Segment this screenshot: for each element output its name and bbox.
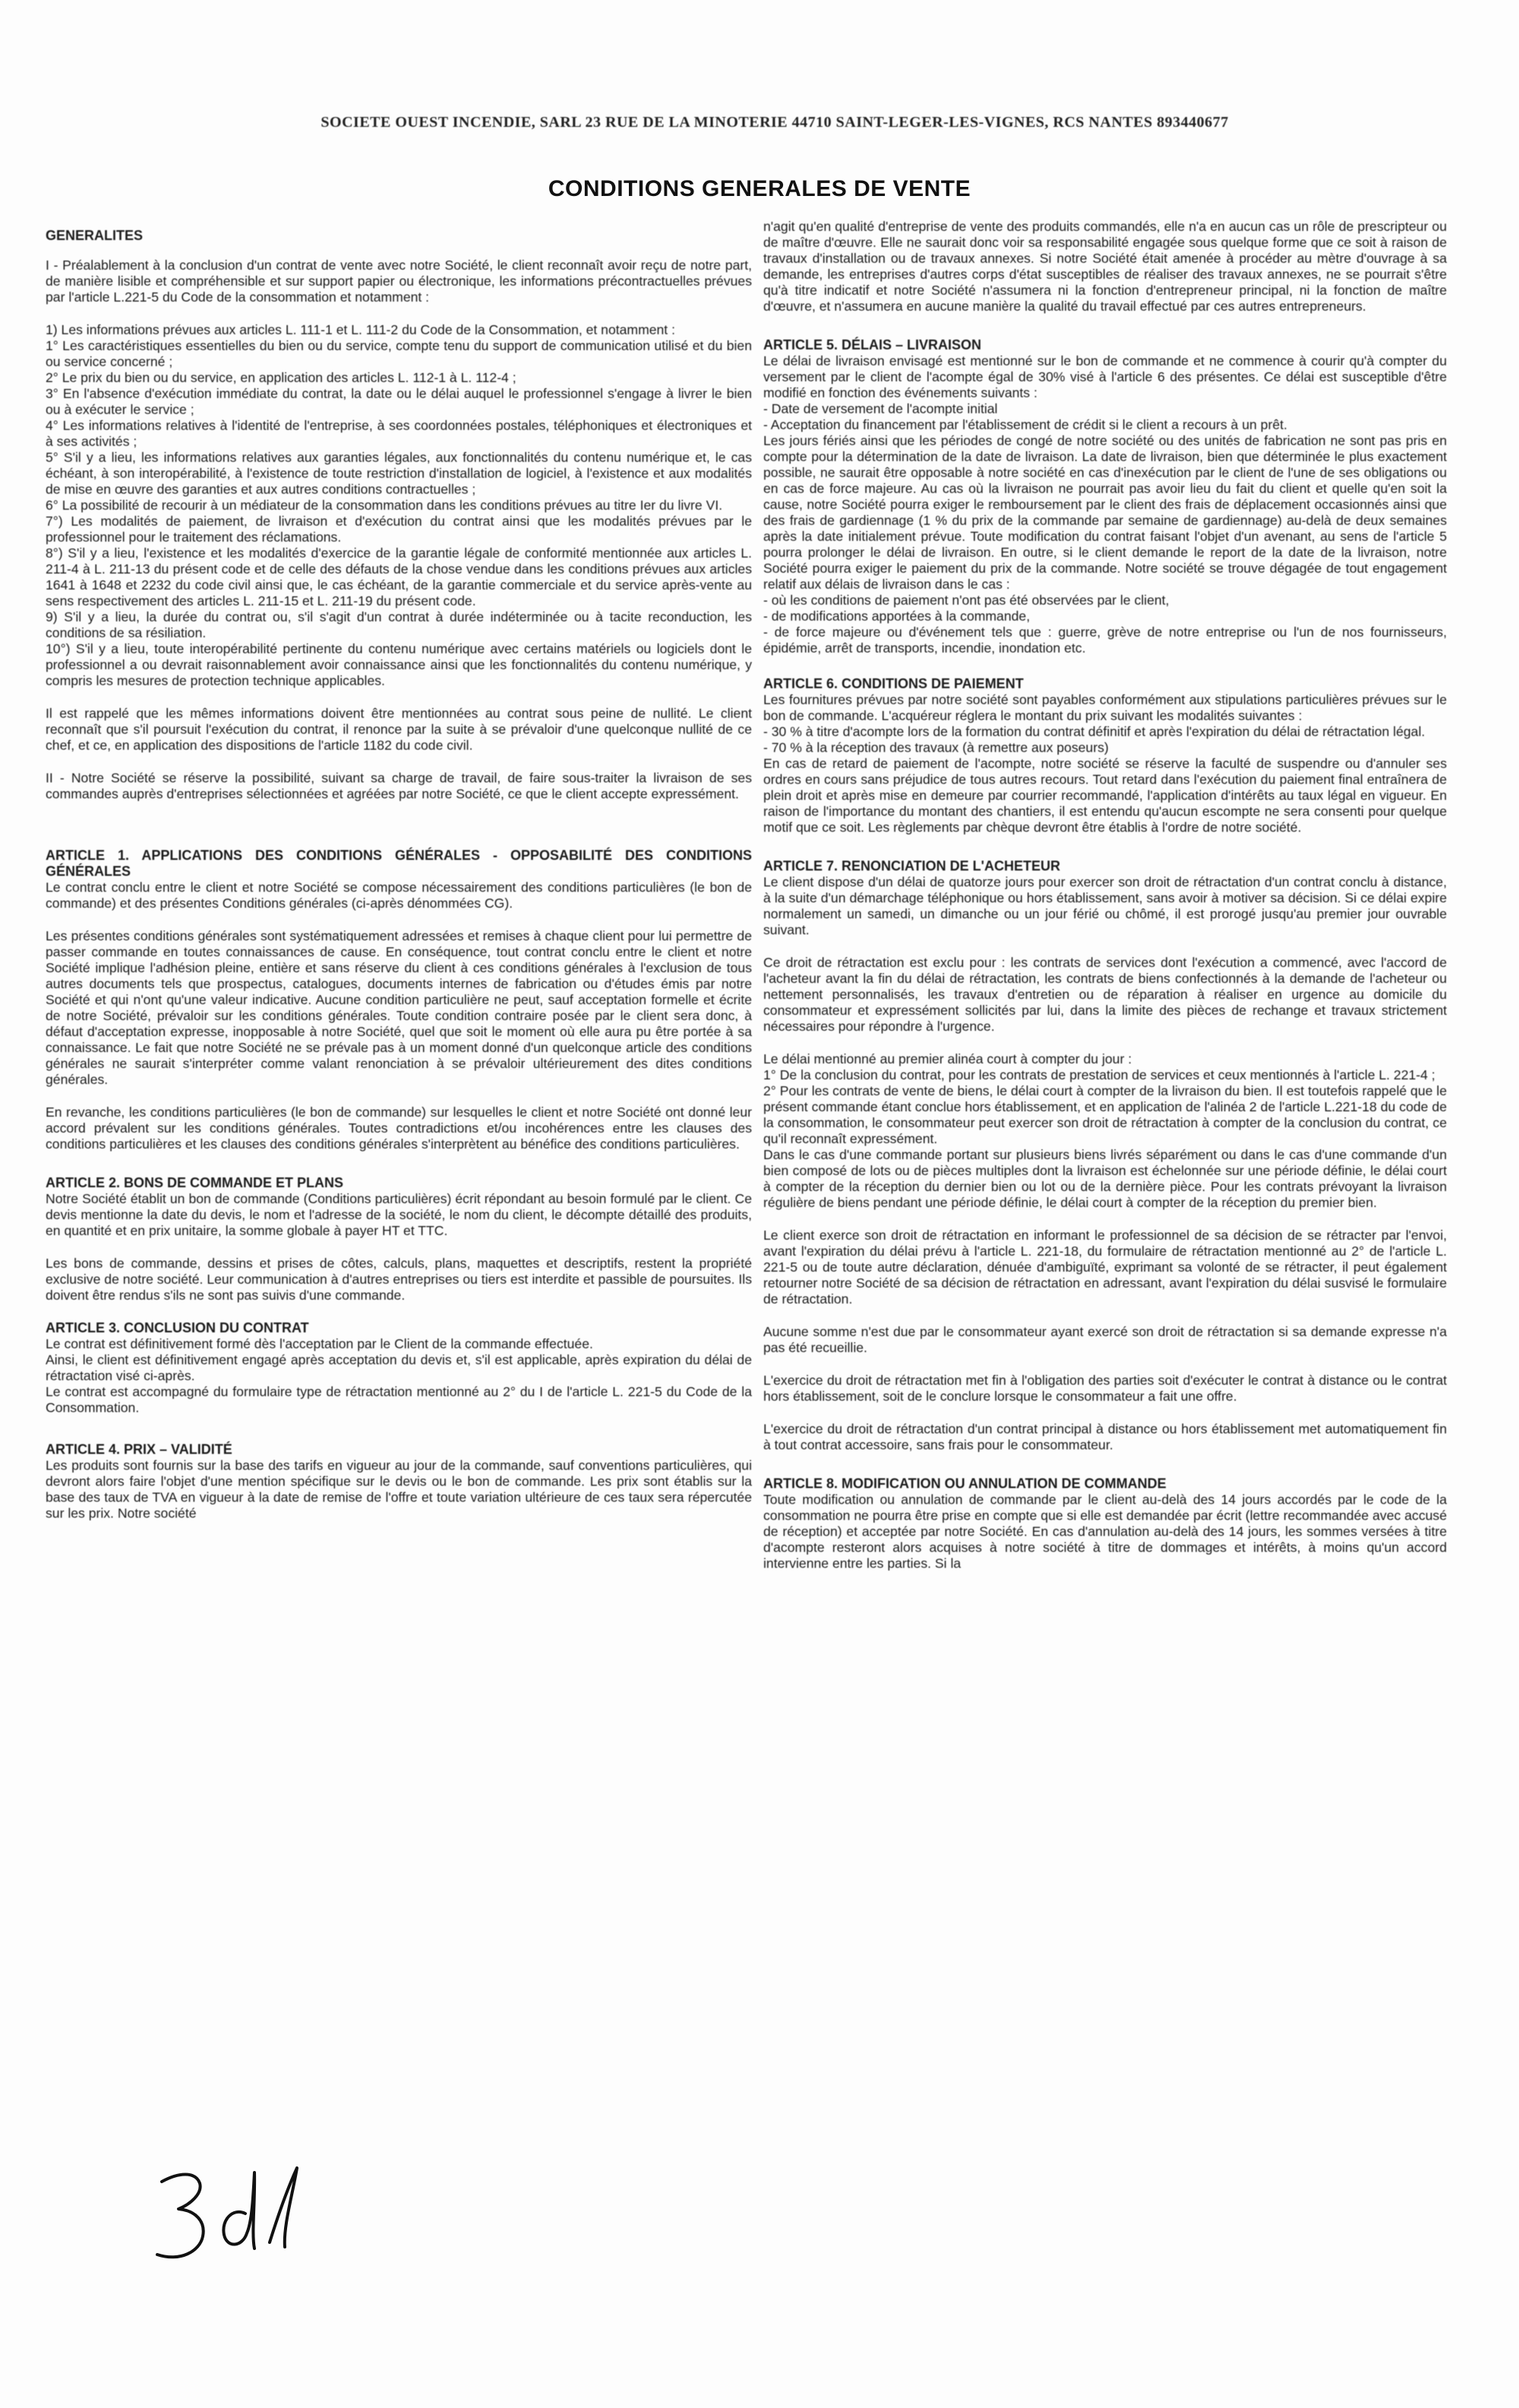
section-title-article-4: ARTICLE 4. PRIX – VALIDITÉ: [46, 1442, 232, 1457]
section-title-article-6: ARTICLE 6. CONDITIONS DE PAIEMENT: [763, 676, 1024, 691]
paragraph: Les présentes conditions générales sont systématiquement adressées et remises à chaque client pour lui permettre de passer commande en toutes connaissances de cause. En conséquence, tout contrat conclu entre le client et notre Société implique l'adhésion pleine, entière et sans réserve du client à ces conditions générales à l'exclusion de tous autres documents tels que prospectus, catalogues, documents internes de fabrication ou d'études émis par notre Société et qui n'ont qu'une valeur indicative. Aucune condition particulière ne peut, sauf acceptation formelle et écrite de notre Société, prévaloir sur les conditions générales. Toute condition contraire posée par le client sera donc, à défaut d'acceptation expresse, inopposable à notre Société, quel que soit le moment où elle aura pu être portée à sa connaissance. Le fait que notre Société ne se prévale pas à un moment donné d'un quelconque article des conditions générales ne saurait s'interpréter comme valant renonciation à se prévaloir ultérieurement des dites conditions générales.: [46, 928, 752, 1087]
paragraph: Les fournitures prévues par notre société sont payables conformément aux stipulations particulières prévues sur le bon de commande. L'acquéreur réglera le montant du prix suivant les modalités suivantes : - 30 % à titre d'acompte lors de la formation du contrat définitif et après l'expiration du délai de rétractation légal. - 70 % à la réception des travaux (à remettre aux poseurs) En cas de retard de paiement de l'acompte, notre société se réserve la faculté de suspendre ou d'annuler ses ordres en cours sans préjudice de tous autres recours. Tout retard dans l'exécution du paiement final entraînera de plein droit et après mise en demeure par courrier recommandé, l'application d'intérêts au taux légal en vigueur. En raison de l'importance du montant des chantiers, il est entendu qu'aucun escompte ne sera consenti pour quelque motif que ce soit. Les règlements par chèque devront être établis à l'ordre de notre société.: [763, 692, 1447, 835]
document-title: CONDITIONS GENERALES DE VENTE: [548, 176, 971, 201]
handwritten-initials: [148, 2157, 330, 2298]
company-header: SOCIETE OUEST INCENDIE, SARL 23 RUE DE LA MINOTERIE 44710 SAINT-LEGER-LES-VIGNES, RCS NANTES 893440677: [321, 114, 1229, 131]
paragraph: Le délai de livraison envisagé est mentionné sur le bon de commande et ne commence à courir qu'à compter du versement par le client de l'acompte égal de 30% visé à l'article 6 des présentes. Ce délai est susceptible d'être modifié en fonction des événements suivants : - Date de versement de l'acompte initial - Acceptation du financement par l'établissement de crédit si le client a recours à un prêt. Les jours fériés ainsi que les périodes de congé de notre société ou des unités de fabrication ne sont pas pris en compte pour la détermination de la date de livraison. La date de livraison, bien que déterminée le plus exactement possible, ne saurait être opposable à notre société en cas d'inexécution par le client de l'une de ses obligations ou en cas de force majeure. Au cas où la livraison ne pourrait pas avoir lieu du fait du client et quelle qu'en soit la cause, notre Société pourra exiger le remboursement par le client des frais de déplacement occasionnés ainsi que des frais de gardiennage (1 % du prix de la commande par semaine de gardiennage) au-delà de deux semaines après la date initialement prévue. Toute modification du contrat faisant l'objet d'un avenant, au sens de l'article 5 pourra prolonger le délai de livraison. En outre, si le client demande le report de la date de la livraison, notre Société pourra exiger le paiement du prix de la commande. Notre société se trouve dégagée de tout engagement relatif aux délais de livraison dans le cas : - où les conditions de paiement n'ont pas été observées par le client, - de modifications apportées à la commande, - de force majeure ou d'événement tels que : guerre, grève de notre entreprise ou l'un de nos fournisseurs, épidémie, arrêt de transports, incendie, inondation etc.: [763, 353, 1447, 656]
paragraph: Les produits sont fournis sur la base des tarifs en vigueur au jour de la commande, sauf conventions particulières, qui devront alors faire l'objet d'une mention spécifique sur le devis ou le bon de commande. Les prix sont établis sur la base des taux de TVA en vigueur à la date de remise de l'offre et toute variation ultérieure de ces taux sera répercutée sur les prix. Notre société: [46, 1458, 752, 1521]
paragraph: Toute modification ou annulation de commande par le client au-delà des 14 jours accordés par le code de la consommation ne pourra être prise en compte que si elle est demandée par écrit (lettre recommandée avec accusé de réception) et acceptée par notre Société. En cas d'annulation au-delà des 14 jours, les sommes versées à titre d'acompte resteront alors acquises à notre société à titre de dommages et intérêts, à moins qu'un accord intervienne entre les parties. Si la: [763, 1492, 1447, 1571]
paragraph: I - Préalablement à la conclusion d'un contrat de vente avec notre Société, le client reconnaît avoir reçu de notre part, de manière lisible et compréhensible et sur support papier ou électronique, les informations précontractuelles prévues par l'article L.221-5 du Code de la consommation et notamment :: [46, 258, 752, 305]
paragraph: Il est rappelé que les mêmes informations doivent être mentionnées au contrat sous peine de nullité. Le client reconnaît que s'il poursuit l'exécution du contrat, il renonce par la suite à se prévaloir d'une quelconque nullité de ce chef, et ce, en application des dispositions de l'article 1182 du code civil.: [46, 706, 752, 753]
section-title-article-1: ARTICLE 1. APPLICATIONS DES CONDITIONS GÉNÉRALES - OPPOSABILITÉ DES CONDITIONS GÉNÉRALES: [46, 848, 752, 879]
paragraph: Le contrat est définitivement formé dès l'acceptation par le Client de la commande effectuée. Ainsi, le client est définitivement engagé après acceptation du devis et, s'il est applicable, après expiration du délai de rétractation visé ci-après. Le contrat est accompagné du formulaire type de rétractation mentionné au 2° du I de l'article L. 221-5 du Code de la Consommation.: [46, 1336, 752, 1415]
right-column: [763, 219, 1447, 1572]
section-title-generalites: GENERALITES: [46, 228, 144, 243]
paragraph: Aucune somme n'est due par le consommateur ayant exercé son droit de rétractation si sa demande expresse n'a pas été recueillie.: [763, 1324, 1447, 1355]
paragraph: Ce droit de rétractation est exclu pour : les contrats de services dont l'exécution a commencé, avec l'accord de l'acheteur avant la fin du délai de rétractation, les contrats de biens confectionnés à la demande de l'acheteur ou nettement personnalisés, les travaux d'entretien ou de réparation à réaliser en urgence au domicile du consommateur et expressément sollicités par lui, dans la limite des pièces de rechange et travaux strictement nécessaires pour répondre à l'urgence.: [763, 955, 1447, 1034]
paragraph: Les bons de commande, dessins et prises de côtes, calculs, plans, maquettes et descriptifs, restent la propriété exclusive de notre société. Leur communication à d'autres entreprises ou tiers est interdite et passible de poursuites. Ils doivent être rendus s'ils ne sont pas suivis d'une commande.: [46, 1256, 752, 1303]
paragraph: Le contrat conclu entre le client et notre Société se compose nécessairement des conditions particulières (le bon de commande) et des présentes Conditions générales (ci-après dénommées CG).: [46, 880, 752, 911]
section-title-article-8: ARTICLE 8. MODIFICATION OU ANNULATION DE COMMANDE: [763, 1476, 1167, 1491]
paragraph: L'exercice du droit de rétractation d'un contrat principal à distance ou hors établissement met automatiquement fin à tout contrat accessoire, sans frais pour le consommateur.: [763, 1421, 1447, 1452]
paragraph: Le délai mentionné au premier alinéa court à compter du jour : 1° De la conclusion du contrat, pour les contrats de prestation de services et ceux mentionnés à l'article L. 221-4 ; 2° Pour les contrats de vente de biens, le délai court à compter de la livraison du bien. Il est toutefois rappelé que le présent commande étant conclue hors établissement, et en application de l'alinéa 2 de l'article L.221-18 du code de la consommation, le consommateur peut exercer son droit de rétractation à compter de la conclusion du contrat, ce qu'il reconnaît expressément. Dans le cas d'une commande portant sur plusieurs biens livrés séparément ou dans le cas d'une commande d'un bien composé de lots ou de pièces multiples dont la livraison est échelonnée sur une période définie, le délai court à compter de la réception du dernier bien ou lot ou de la dernière pièce. Pour les contrats prévoyant la livraison régulière de biens pendant une période définie, le délai court à compter de la réception du premier bien.: [763, 1051, 1447, 1210]
section-title-article-3: ARTICLE 3. CONCLUSION DU CONTRAT: [46, 1320, 309, 1335]
paragraph: n'agit qu'en qualité d'entreprise de vente des produits commandés, elle n'a en aucun cas un rôle de prescripteur ou de maître d'œuvre. Elle ne saurait donc voir sa responsabilité engagée sous quelque forme que ce soit à raison de travaux d'installation ou de travaux annexes. Si notre Société était amenée à procéder au mètre d'ouvrage à sa demande, les entreprises d'autres corps d'état susceptibles de réaliser des travaux annexes, ne se pourrait s'être qu'à titre indicatif et notre Société n'assumera ni la fonction d'entrepreneur principal, ni la fonction de maître d'œuvre, et n'assumera en aucune manière la qualité du travail effectué par ces autres entrepreneurs.: [763, 219, 1447, 314]
section-title-article-5: ARTICLE 5. DÉLAIS – LIVRAISON: [763, 337, 982, 352]
section-title-article-7: ARTICLE 7. RENONCIATION DE L'ACHETEUR: [763, 858, 1060, 874]
paragraph: L'exercice du droit de rétractation met fin à l'obligation des parties soit d'exécuter le contrat à distance ou le contrat hors établissement, soit de le conclure lorsque le consommateur a fait une offre.: [763, 1373, 1447, 1404]
section-title-article-2: ARTICLE 2. BONS DE COMMANDE ET PLANS: [46, 1175, 344, 1190]
paragraph: Le client exerce son droit de rétractation en informant le professionnel de sa décision de se rétracter par l'envoi, avant l'expiration du délai prévu à l'article L. 221-18, du formulaire de rétractation mentionné au 2° de l'article L. 221-5 ou de toute autre déclaration, dénuée d'ambiguïté, exprimant sa volonté de se rétracter, il peut également retourner notre Société de sa décision de rétractation en adressant, avant l'expiration du délai susvisé le formulaire de rétractation.: [763, 1228, 1447, 1307]
paragraph: Notre Société établit un bon de commande (Conditions particulières) écrit répondant au besoin formulé par le client. Ce devis mentionne la date du devis, le nom et l'adresse de la société, le nom du client, le décompte détaillé des produits, en quantité et en prix unitaire, la somme globale à payer HT et TTC.: [46, 1191, 752, 1238]
paragraph: 1) Les informations prévues aux articles L. 111-1 et L. 111-2 du Code de la Consommation, et notamment : 1° Les caractéristiques essentielles du bien ou du service, compte tenu du support de communication utilisé et du bien ou service concerné ; 2° Le prix du bien ou du service, en application des articles L. 112-1 à L. 112-4 ; 3° En l'absence d'exécution immédiate du contrat, la date ou le délai auquel le professionnel s'engage à livrer le bien ou à exécuter le service ; 4° Les informations relatives à l'identité de l'entreprise, à ses coordonnées postales, téléphoniques et électroniques et à ses activités ; 5° S'il y a lieu, les informations relatives aux garanties légales, aux fonctionnalités du contenu numérique et, le cas échéant, à son interopérabilité, à l'existence de toute restriction d'installation de logiciel, à l'existence et aux modalités de mise en œuvre des garanties et aux autres conditions contractuelles ; 6° La possibilité de recourir à un médiateur de la consommation dans les conditions prévues au titre Ier du livre VI. 7°) Les modalités de paiement, de livraison et d'exécution du contrat ainsi que les modalités prévues par le professionnel pour le traitement des réclamations. 8°) S'il y a lieu, l'existence et les modalités d'exercice de la garantie légale de conformité mentionnée aux articles L. 211-4 à L. 211-13 du présent code et de celle des défauts de la chose vendue dans les conditions prévues aux articles 1641 à 1648 et 2232 du code civil ainsi que, le cas échéant, de la garantie commerciale et du service après-vente au sens respectivement des articles L. 211-15 et L. 211-19 du présent code. 9) S'il y a lieu, la durée du contrat ou, s'il s'agit d'un contrat à durée indéterminée ou à tacite reconduction, les conditions de sa résiliation. 10°) S'il y a lieu, toute interopérabilité pertinente du contenu numérique avec certains matériels ou logiciels dont le professionnel a ou devrait raisonnablement avoir connaissance ainsi que les fonctionnalités du contenu numérique, y compris les mesures de protection technique applicables.: [46, 322, 752, 688]
paragraph: II - Notre Société se réserve la possibilité, suivant sa charge de travail, de faire sous-traiter la livraison de ses commandes auprès d'entreprises sélectionnées et agréées par notre Société, ce que le client accepte expressément.: [46, 770, 752, 801]
paragraph: En revanche, les conditions particulières (le bon de commande) sur lesquelles le client et notre Société ont donné leur accord prévalent sur les conditions générales. Toutes contradictions et/ou incohérences entre les clauses des conditions particulières et les clauses des conditions générales s'interprètent au bénéfice des conditions particulières.: [46, 1104, 752, 1152]
left-column: [46, 228, 752, 1522]
paragraph: Le client dispose d'un délai de quatorze jours pour exercer son droit de rétractation d'un contrat conclu à distance, à la suite d'un démarchage téléphonique ou hors établissement, sans avoir à motiver sa décision. Si ce délai expire normalement un samedi, un dimanche ou un jour férié ou chômé, il est prorogé jusqu'au premier jour ouvrable suivant.: [763, 874, 1447, 937]
